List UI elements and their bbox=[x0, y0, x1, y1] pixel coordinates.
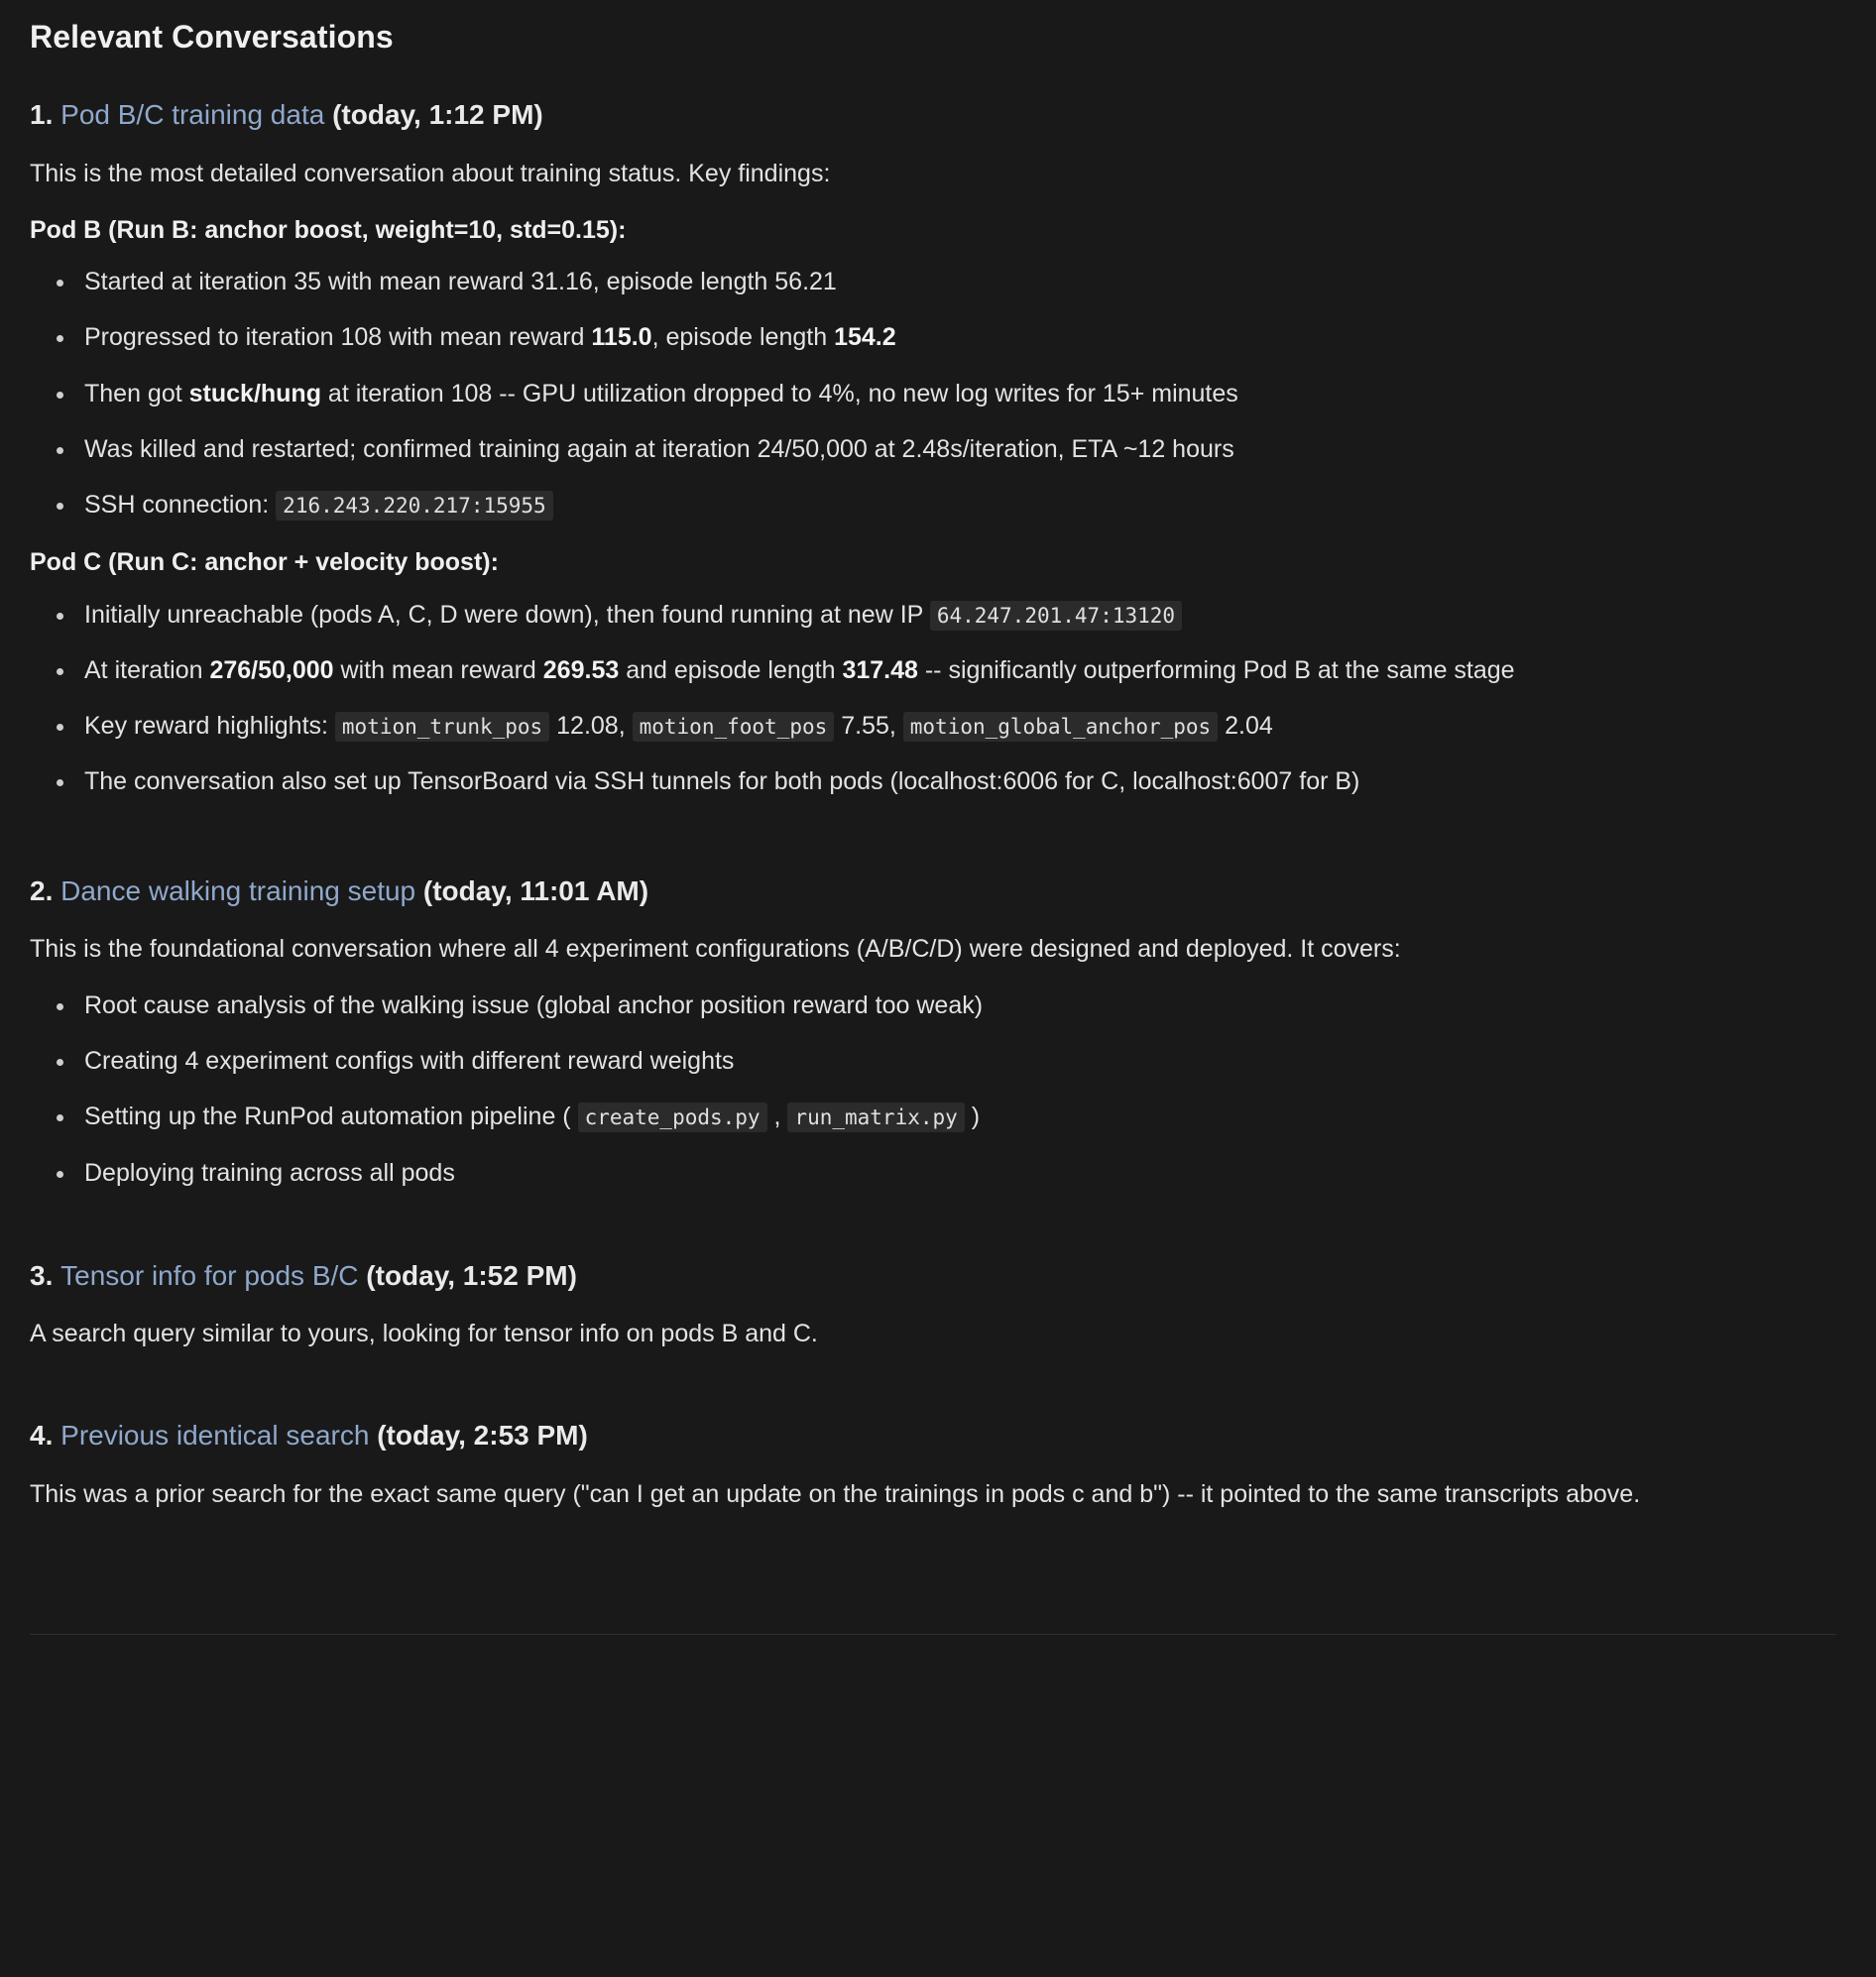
emphasis-text: 115.0 bbox=[591, 323, 652, 352]
list-item bbox=[30, 1043, 1836, 1079]
list-item bbox=[30, 1155, 1836, 1191]
text-run: Creating 4 experiment configs with different reward weights bbox=[84, 1047, 735, 1076]
conversation-link[interactable]: Pod B/C training data bbox=[60, 99, 325, 131]
text-run: Key reward highlights: bbox=[84, 712, 335, 741]
conversation-section bbox=[30, 1418, 1836, 1577]
text-run: , episode length bbox=[651, 323, 835, 352]
text-run: 12.08, bbox=[549, 712, 633, 741]
list-item bbox=[30, 487, 1836, 523]
conversation-summary: This is the most detailed conversation about training status. Key findings: bbox=[30, 159, 831, 187]
sections-container bbox=[30, 97, 1836, 1577]
text-run: Started at iteration 35 with mean reward 31.16, episode length 56.21 bbox=[84, 268, 837, 296]
inline-code: motion_trunk_pos bbox=[335, 712, 549, 742]
section-spacer bbox=[30, 822, 1836, 873]
conversation-heading bbox=[30, 97, 1836, 133]
text-run: with mean reward bbox=[333, 655, 543, 684]
text-run: The conversation also set up TensorBoard via SSH tunnels for both pods (localhost:6006 for C, localhost:6007 for B) bbox=[84, 767, 1360, 796]
text-run: Root cause analysis of the walking issue (global anchor position reward too weak) bbox=[84, 990, 984, 1019]
conversation-heading bbox=[30, 1418, 1836, 1454]
text-run: Then got bbox=[84, 379, 189, 407]
emphasis-text: stuck/hung bbox=[188, 379, 321, 407]
conversation-index: 2. bbox=[30, 874, 54, 906]
conversation-index: 3. bbox=[30, 1259, 54, 1291]
conversation-heading bbox=[30, 1258, 1836, 1294]
conversation-timestamp: (today, 1:52 PM) bbox=[366, 1259, 577, 1291]
conversation-index: 4. bbox=[30, 1420, 54, 1452]
conversation-link[interactable]: Dance walking training setup bbox=[60, 874, 416, 906]
inline-code: 216.243.220.217:15955 bbox=[276, 491, 553, 521]
findings-list bbox=[30, 264, 1836, 523]
inline-code: create_pods.py bbox=[578, 1103, 767, 1132]
emphasis-text: 317.48 bbox=[842, 655, 918, 684]
conversation-index: 1. bbox=[30, 99, 54, 131]
text-run: at iteration 108 -- GPU utilization dropped to 4%, no new log writes for 15+ minutes bbox=[320, 379, 1238, 407]
conversation-summary: This was a prior search for the exact same query ("can I get an update on the trainings in pods c and b") -- it pointed to the same transcripts above. bbox=[30, 1479, 1641, 1508]
page-title: Relevant Conversations bbox=[30, 19, 394, 55]
section-spacer bbox=[30, 1213, 1836, 1258]
text-run: Setting up the RunPod automation pipeline ( bbox=[84, 1103, 578, 1131]
conversation-section bbox=[30, 97, 1836, 872]
emphasis-text: 154.2 bbox=[834, 323, 896, 352]
emphasis-text: 269.53 bbox=[542, 655, 620, 684]
list-item bbox=[30, 763, 1836, 799]
inline-code: motion_global_anchor_pos bbox=[903, 712, 1218, 742]
text-run: , bbox=[766, 1103, 788, 1131]
text-run: At iteration bbox=[84, 655, 210, 684]
conversation-timestamp: (today, 11:01 AM) bbox=[422, 874, 649, 906]
text-run: Was killed and restarted; confirmed training again at iteration 24/50,000 at 2.48s/iteration, ETA ~12 hours bbox=[84, 434, 1234, 463]
inline-code: run_matrix.py bbox=[787, 1103, 964, 1132]
list-item bbox=[30, 1099, 1836, 1134]
list-item bbox=[30, 652, 1836, 688]
findings-list bbox=[30, 988, 1836, 1191]
text-run: and episode length bbox=[619, 655, 843, 684]
text-run: 2.04 bbox=[1218, 712, 1273, 741]
conversation-timestamp: (today, 1:12 PM) bbox=[332, 99, 543, 131]
conversation-summary: This is the foundational conversation where all 4 experiment configurations (A/B/C/D) were designed and deployed. It covers: bbox=[30, 934, 1401, 963]
findings-list bbox=[30, 597, 1836, 800]
list-item bbox=[30, 708, 1836, 744]
list-item bbox=[30, 988, 1836, 1023]
conversation-section bbox=[30, 1258, 1836, 1418]
section-spacer bbox=[30, 1533, 1836, 1578]
footer-divider bbox=[30, 1634, 1836, 1635]
text-run: Progressed to iteration 108 with mean reward bbox=[84, 323, 592, 352]
list-item bbox=[30, 376, 1836, 411]
conversation-link[interactable]: Tensor info for pods B/C bbox=[60, 1259, 359, 1291]
inline-code: 64.247.201.47:13120 bbox=[930, 601, 1182, 631]
conversation-link[interactable]: Previous identical search bbox=[60, 1420, 370, 1452]
conversation-summary: A search query similar to yours, looking for tensor info on pods B and C. bbox=[30, 1320, 818, 1348]
pod-group-heading: Pod C (Run C: anchor + velocity boost): bbox=[30, 548, 499, 577]
list-item bbox=[30, 319, 1836, 355]
section-spacer bbox=[30, 1372, 1836, 1418]
list-item bbox=[30, 431, 1836, 467]
text-run: 7.55, bbox=[834, 712, 903, 741]
inline-code: motion_foot_pos bbox=[633, 712, 835, 742]
text-run: ) bbox=[964, 1103, 981, 1131]
conversation-section bbox=[30, 873, 1836, 1258]
emphasis-text: 276/50,000 bbox=[209, 655, 334, 684]
text-run: SSH connection: bbox=[84, 491, 277, 520]
text-run: -- significantly outperforming Pod B at the same stage bbox=[917, 655, 1515, 684]
conversation-heading bbox=[30, 873, 1836, 909]
list-item bbox=[30, 264, 1836, 299]
text-run: Deploying training across all pods bbox=[84, 1158, 455, 1187]
text-run: Initially unreachable (pods A, C, D were down), then found running at new IP bbox=[84, 600, 930, 629]
conversation-timestamp: (today, 2:53 PM) bbox=[377, 1420, 588, 1452]
list-item bbox=[30, 597, 1836, 633]
pod-group-heading: Pod B (Run B: anchor boost, weight=10, std=0.15): bbox=[30, 215, 627, 244]
